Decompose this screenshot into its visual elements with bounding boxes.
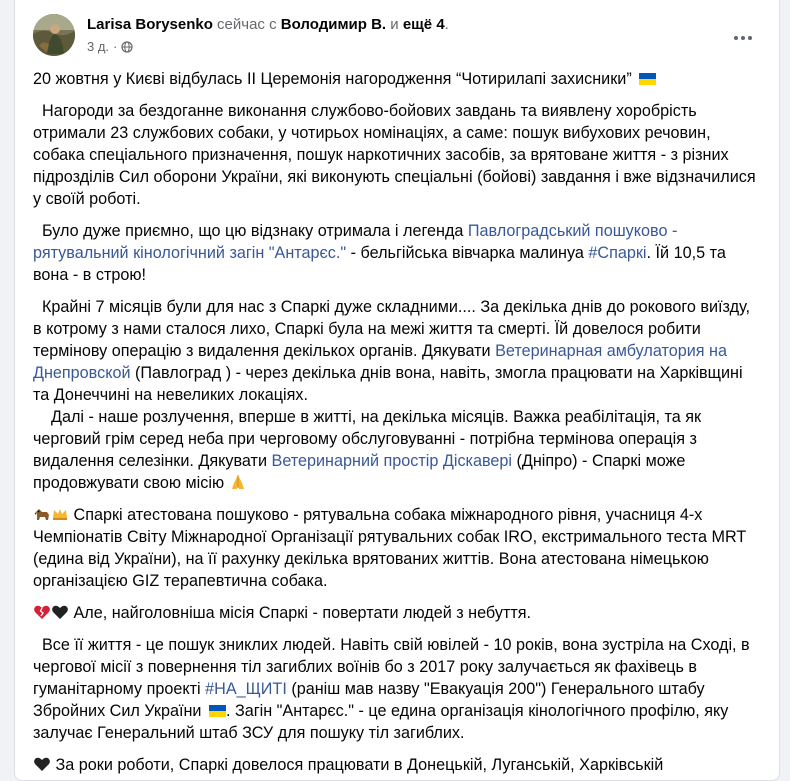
more-options-button[interactable] [725, 20, 761, 56]
paragraph-1 [33, 68, 763, 90]
na-shchyti-hashtag-link[interactable]: #НА_ЩИТІ [205, 680, 287, 698]
paragraph-7-text: Але, найголовніша місія Спаркі - повертати людей з небуття. [69, 604, 532, 622]
more-icon [734, 36, 738, 40]
black-heart-icon [51, 604, 69, 620]
praying-hands-icon [229, 474, 247, 490]
globe-icon [121, 41, 133, 53]
paragraph-3 [33, 220, 763, 286]
paragraph-5-text-a: Далі - наше розлучення, вперше в житті, на декілька місяців. Важка реабілітація, та як черговий грім серед неба при черговому обслуговуванні - потрібна термінова операція з видалення селезінки. Дякувати [33, 408, 702, 470]
tagged-person[interactable]: Володимир В. [280, 16, 387, 33]
header-with-text: сейчас с [212, 16, 281, 33]
meta-separator: · [113, 39, 118, 54]
tagged-others[interactable]: ещё 4 [402, 16, 445, 33]
header-period: . [444, 16, 449, 33]
header-and-text: и [386, 16, 403, 33]
paragraph-7 [33, 602, 763, 624]
post-header [33, 14, 765, 60]
ukraine-flag-icon [639, 73, 656, 85]
author-name[interactable]: Larisa Borysenko [87, 16, 213, 33]
paragraph-3-text-c: . Їй 10,5 та вона - в строю! [33, 244, 726, 284]
paragraph-2-text: Нагороди за бездоганне виконання службово-бойових завдань та виявлену хоробрість отримали 23 службових собаки, у чотирьох номінаціях, а саме: пошук вибухових речовин, собака спеціального призначення, пошук наркотичних засобів, за врятоване життя - з різних підрозділів Сил оборони України, які виконують спеціальні (бойові) завдання і вже відзначилися у своїй роботі. [33, 102, 756, 208]
broken-heart-icon [33, 604, 51, 620]
paragraph-5-text-b: (Дніпро) - Спаркі може продовжувати свою місію [33, 452, 686, 492]
paragraph-4-text-b: (Павлоград ) - через декілька днів вона, навіть, змогла працювати на Харківщині та Донеччині на невеликих локаціях. [33, 364, 743, 404]
paragraph-4 [33, 296, 763, 406]
paragraph-5 [33, 406, 763, 494]
ukraine-flag-icon [209, 705, 226, 717]
post-meta [87, 38, 133, 56]
vet-discovery-link[interactable]: Ветеринарний простір Діскавері [271, 452, 513, 470]
paragraph-8-text-b: (раніш мав назву "Евакуація 200") Генерального штабу Збройних Сил України [33, 680, 705, 720]
paragraph-1-text: 20 жовтня у Києві відбулась ІІ Церемонія нагородження “Чотирилапі захисники” [33, 70, 632, 88]
paragraph-4-text-a: Крайні 7 місяців були для нас з Спаркі дуже складними.... За декілька днів до рокового виїзду, в котрому з нами сталося лихо, Спаркі була на межі життя та смерті. Їй довелося робити термінову операцію з видалення декількох органів. Дякувати [33, 298, 750, 360]
paragraph-6 [33, 504, 763, 592]
paragraph-8 [33, 634, 763, 744]
post-text [33, 68, 763, 781]
crown-icon [51, 506, 69, 522]
vet-clinic-link[interactable]: Ветеринарная амбулатория на Днепровской [33, 342, 727, 382]
paragraph-8-text-c: . Загін "Антарєс." - це едина організація кінологічного профілю, яку залучає Генеральний штаб ЗСУ для пошуку тіл загиблих. [33, 702, 729, 742]
avatar[interactable] [33, 14, 75, 56]
post-time[interactable]: 3 д. [87, 39, 110, 54]
paragraph-3-text-a: Було дуже приємно, що цю відзнаку отримала і легенда [42, 222, 468, 240]
paragraph-6-text: Спаркі атестована пошуково - рятувальна собака міжнародного рівня, учасниця 4-х Чемпіонатів Світу Міжнародної Організації рятувальних собак IRO, екстримального теста MRT (едина від України), на її рахунку декілька врятованих життів. Вона атестована німецькою організацією GIZ терапевтична собака. [33, 506, 746, 590]
paragraph-2 [33, 100, 763, 210]
antares-page-link[interactable]: Павлоградський пошуково - рятувальний кінологічний загін "Антарєс." [33, 222, 678, 262]
paragraph-3-text-b: - бельгійська вівчарка малинуа [346, 244, 589, 262]
sparki-hashtag-link[interactable]: #Спаркі [588, 244, 647, 262]
paragraph-9-text: За роки роботи, Спаркі довелося працювати в Донецькій, Луганській, Харківській [51, 756, 664, 774]
post-card [14, 0, 780, 781]
author-line [87, 15, 449, 35]
paragraph-9 [33, 754, 763, 776]
paragraph-8-text-a: Все її життя - це пошук зниклих людей. Навіть свій ювілей - 10 років, вона зустріла на Сході, в чергової місії з повернення тіл загиблих воїнів бо з 2017 року залучається як фахівець в гуманітарному проекті [33, 636, 750, 698]
dog-icon [33, 506, 51, 522]
